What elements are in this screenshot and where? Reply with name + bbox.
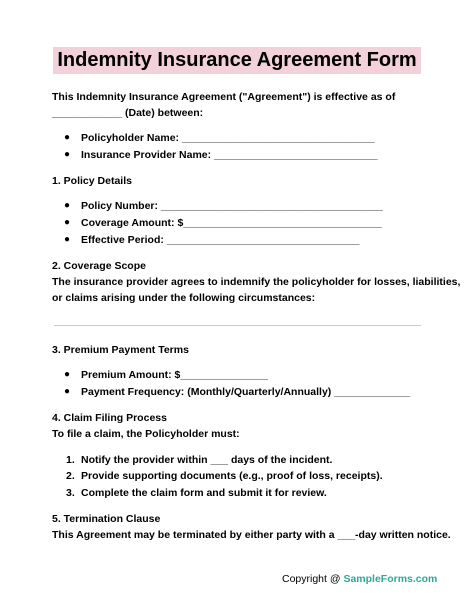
- claim-step-text: Provide supporting documents (e.g., proof of loss, receipts).: [81, 470, 383, 482]
- coverage-text-line-2: or claims arising under the following circumstances:: [52, 292, 316, 304]
- premium-amount-field: Premium Amount: $_______________: [81, 369, 268, 381]
- claim-step-text: Complete the claim form and submit it for review.: [81, 487, 327, 499]
- bullet-icon: ●: [64, 234, 71, 245]
- section-heading-premium: 3. Premium Payment Terms: [52, 344, 189, 356]
- bullet-icon: ●: [64, 386, 71, 397]
- bullet-icon: ●: [64, 217, 71, 228]
- copyright-text: Copyright @: [282, 573, 344, 585]
- page-title: Indemnity Insurance Agreement Form: [53, 47, 420, 74]
- effective-period-field: Effective Period: _________________________________: [81, 234, 360, 246]
- section-heading-claim: 4. Claim Filing Process: [52, 412, 167, 424]
- bullet-icon: ●: [64, 149, 71, 160]
- payment-frequency-field: Payment Frequency: (Monthly/Quarterly/Annually) _____________: [81, 386, 411, 398]
- intro-line-2: ____________ (Date) between:: [52, 107, 204, 119]
- bullet-icon: ●: [64, 369, 71, 380]
- policyholder-name-field: Policyholder Name: _________________________________: [81, 132, 375, 144]
- policy-number-field: Policy Number: ______________________________________: [81, 200, 383, 212]
- coverage-text-line-1: The insurance provider agrees to indemnify the policyholder for losses, liabilities,: [52, 276, 461, 288]
- step-number: 3.: [66, 487, 75, 499]
- section-heading-termination: 5. Termination Clause: [52, 513, 161, 525]
- blank-answer-line: [54, 325, 421, 326]
- bullet-icon: ●: [64, 200, 71, 211]
- intro-line-1: This Indemnity Insurance Agreement ("Agreement") is effective as of: [52, 91, 396, 103]
- claim-step-text: Notify the provider within ___ days of the incident.: [81, 454, 333, 466]
- section-heading-coverage: 2. Coverage Scope: [52, 260, 146, 272]
- step-number: 1.: [66, 454, 75, 466]
- claim-intro: To file a claim, the Policyholder must:: [52, 428, 240, 440]
- bullet-icon: ●: [64, 132, 71, 143]
- brand-link[interactable]: SampleForms.com: [343, 573, 438, 585]
- termination-text: This Agreement may be terminated by either party with a ___-day written notice.: [52, 529, 451, 541]
- footer-copyright: [282, 572, 437, 586]
- coverage-amount-field: Coverage Amount: $__________________________________: [81, 217, 382, 229]
- provider-name-field: Insurance Provider Name: ____________________________: [81, 149, 378, 161]
- section-heading-policy: 1. Policy Details: [52, 175, 132, 187]
- title-wrapper: [0, 47, 474, 74]
- step-number: 2.: [66, 470, 75, 482]
